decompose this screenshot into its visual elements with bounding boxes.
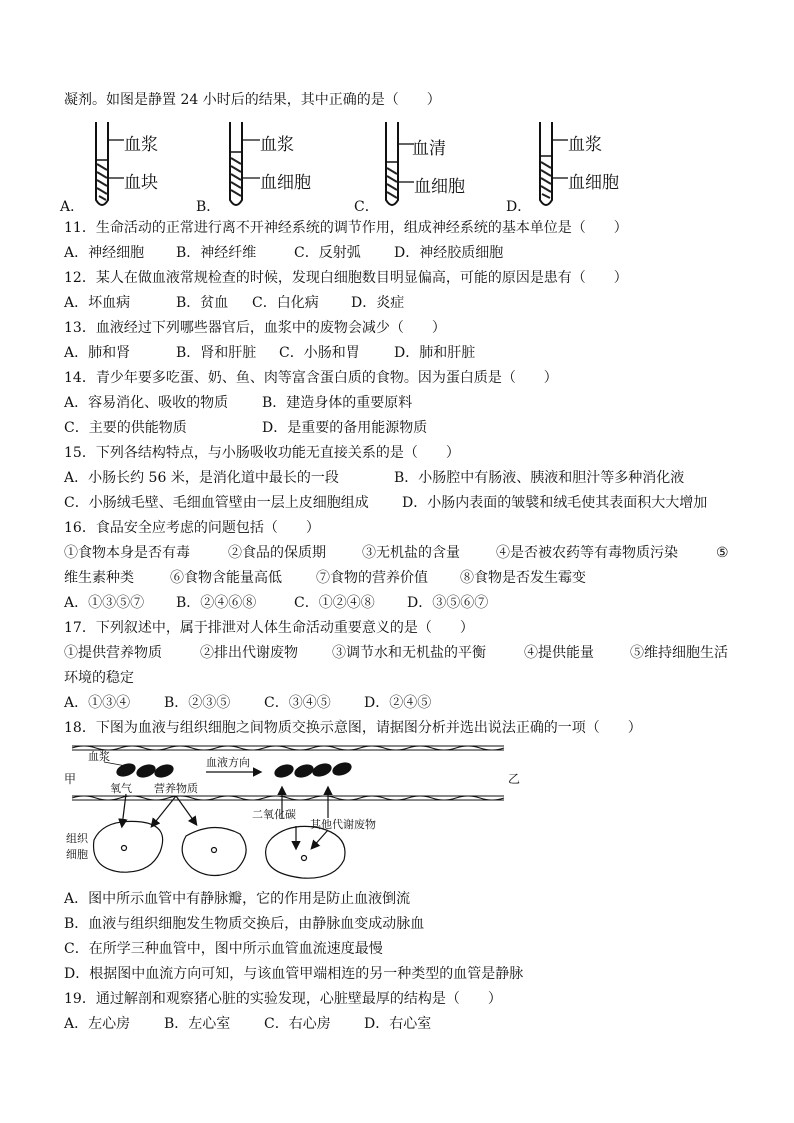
label-oxygen: 氧气 <box>110 782 132 795</box>
item: 维生素种类 <box>64 570 134 586</box>
label-end-b: 乙 <box>508 772 521 786</box>
option-d[interactable]: D．神经胶质细胞 <box>394 245 504 261</box>
option-b[interactable]: B．肾和肝脏 <box>176 345 257 361</box>
item: ⑧食物是否发生霉变 <box>460 570 586 586</box>
layer-label-top: 血浆 <box>260 135 294 155</box>
q18-option-d[interactable]: D．根据图中血流方向可知，与该血管甲端相连的另一种类型的血管是静脉 <box>64 966 524 982</box>
layer-label-top: 血清 <box>412 139 446 159</box>
q18-diagram <box>64 740 524 880</box>
layer-label-bottom: 血细胞 <box>414 177 465 197</box>
item: ⑤ <box>716 545 729 561</box>
option-c[interactable]: C．小肠和胃 <box>279 345 360 361</box>
label-cell-1: 组织 <box>66 832 88 845</box>
q15-stem: 15．下列各结构特点，与小肠吸收功能无直接关系的是（ ） <box>64 445 460 461</box>
option-d[interactable]: D．右心室 <box>364 1016 432 1032</box>
label-cell-2: 细胞 <box>66 848 88 861</box>
q18-stem: 18．下图为血液与组织细胞之间物质交换示意图，请据图分析并选出说法正确的一项（ ） <box>64 720 642 736</box>
option-b[interactable]: B．贫血 <box>176 295 229 311</box>
item: ④提供能量 <box>524 645 594 661</box>
item: ③调节水和无机盐的平衡 <box>332 645 486 661</box>
option-c[interactable]: C．①②④⑧ <box>294 595 375 611</box>
option-b[interactable]: B．建造身体的重要原料 <box>262 395 413 411</box>
item: ⑥食物含能量高低 <box>170 570 282 586</box>
option-c[interactable]: C．小肠绒毛壁、毛细血管壁由一层上皮细胞组成 <box>64 495 369 511</box>
option-d[interactable]: D．③⑤⑥⑦ <box>407 595 489 611</box>
item: ②排出代谢废物 <box>200 645 298 661</box>
q13-stem: 13．血液经过下列哪些器官后，血浆中的废物会减少（ ） <box>64 320 446 336</box>
item: ①提供营养物质 <box>64 645 162 661</box>
label-nutrients: 营养物质 <box>154 782 198 795</box>
option-c[interactable]: C．主要的供能物质 <box>64 420 187 436</box>
option-c-figure <box>354 120 504 215</box>
item: ①食物本身是否有毒 <box>64 545 190 561</box>
q18-option-a[interactable]: A．图中所示血管中有静脉瓣，它的作用是防止血液倒流 <box>64 891 411 907</box>
q12-stem: 12．某人在做血液常规检查的时候，发现白细胞数目明显偏高，可能的原因是患有（ ） <box>64 270 628 286</box>
option-d[interactable]: D．炎症 <box>351 295 405 311</box>
option-a[interactable]: A．容易消化、吸收的物质 <box>64 395 229 411</box>
option-b[interactable]: B．小肠腔中有肠液、胰液和胆汁等多种消化液 <box>394 470 685 486</box>
option-a-figure <box>60 120 210 215</box>
option-d[interactable]: D．②④⑤ <box>364 695 432 711</box>
option-c[interactable]: C．白化病 <box>252 295 319 311</box>
option-d[interactable]: D．是重要的备用能源物质 <box>262 420 428 436</box>
layer-label-bottom: 血细胞 <box>568 173 619 193</box>
option-c[interactable]: C．③④⑤ <box>264 695 331 711</box>
option-b[interactable]: B．②④⑥⑧ <box>176 595 257 611</box>
q10-stem: 凝剂。如图是静置 24 小时后的结果，其中正确的是（ ） <box>64 92 441 108</box>
label-flow-direction: 血液方向 <box>206 756 250 769</box>
label-plasma: 血浆 <box>88 750 110 763</box>
q11-stem: 11．生命活动的正常进行离不开神经系统的调节作用，组成神经系统的基本单位是（ ） <box>64 220 628 236</box>
option-a[interactable]: A．坏血病 <box>64 295 131 311</box>
option-a[interactable]: A．左心房 <box>64 1016 131 1032</box>
vessel-wall-top <box>72 746 504 750</box>
option-a[interactable]: A．①③④ <box>64 695 131 711</box>
test-tube-icon <box>220 120 260 212</box>
tissue-cells <box>94 821 345 878</box>
option-a[interactable]: A．神经细胞 <box>64 245 145 261</box>
label-waste: 其他代谢废物 <box>310 818 376 831</box>
layer-label-bottom: 血块 <box>124 173 158 193</box>
option-b[interactable]: B．左心室 <box>164 1016 231 1032</box>
vessel-wall-bottom <box>72 796 504 800</box>
layer-label-top: 血浆 <box>124 135 158 155</box>
q14-stem: 14．青少年要多吃蛋、奶、鱼、肉等富含蛋白质的食物。因为蛋白质是（ ） <box>64 370 558 386</box>
option-b-figure <box>196 120 346 215</box>
option-d[interactable]: D．小肠内表面的皱襞和绒毛使其表面积大大增加 <box>402 495 708 511</box>
option-a[interactable]: A．小肠长约 56 米，是消化道中最长的一段 <box>64 470 339 486</box>
label-end-a: 甲 <box>64 772 77 786</box>
option-b[interactable]: B．神经纤维 <box>176 245 257 261</box>
option-letter: D． <box>506 199 532 215</box>
option-letter: B． <box>196 199 221 215</box>
option-letter: C． <box>354 199 379 215</box>
option-letter: A． <box>60 199 85 215</box>
option-a[interactable]: A．①③⑤⑦ <box>64 595 145 611</box>
q17-items-row2: 环境的稳定 <box>64 670 134 686</box>
option-c[interactable]: C．右心房 <box>264 1016 331 1032</box>
test-tube-icon <box>86 120 126 212</box>
item: ④是否被农药等有毒物质污染 <box>496 545 678 561</box>
q18-option-c[interactable]: C．在所学三种血管中，图中所示血管血流速度最慢 <box>64 941 383 957</box>
test-tube-icon <box>530 120 570 212</box>
option-a[interactable]: A．肺和肾 <box>64 345 131 361</box>
option-c[interactable]: C．反射弧 <box>294 245 361 261</box>
item: ③无机盐的含量 <box>362 545 460 561</box>
item: ⑦食物的营养价值 <box>316 570 428 586</box>
option-b[interactable]: B．②③⑤ <box>164 695 231 711</box>
q17-stem: 17．下列叙述中，属于排泄对人体生命活动重要意义的是（ ） <box>64 620 474 636</box>
option-d[interactable]: D．肺和肝脏 <box>394 345 476 361</box>
q18-option-b[interactable]: B．血液与组织细胞发生物质交换后，由静脉血变成动脉血 <box>64 916 425 932</box>
layer-label-bottom: 血细胞 <box>260 173 311 193</box>
q16-stem: 16．食品安全应考虑的问题包括（ ） <box>64 520 320 536</box>
test-tube-icon <box>376 120 416 212</box>
item: ②食品的保质期 <box>228 545 326 561</box>
layer-label-top: 血浆 <box>568 135 602 155</box>
item: ⑤维持细胞生活 <box>630 645 728 661</box>
option-d-figure <box>506 120 656 215</box>
q19-stem: 19．通过解剖和观察猪心脏的实验发现，心脏壁最厚的结构是（ ） <box>64 991 502 1007</box>
label-co2: 二氧化碳 <box>252 808 296 821</box>
